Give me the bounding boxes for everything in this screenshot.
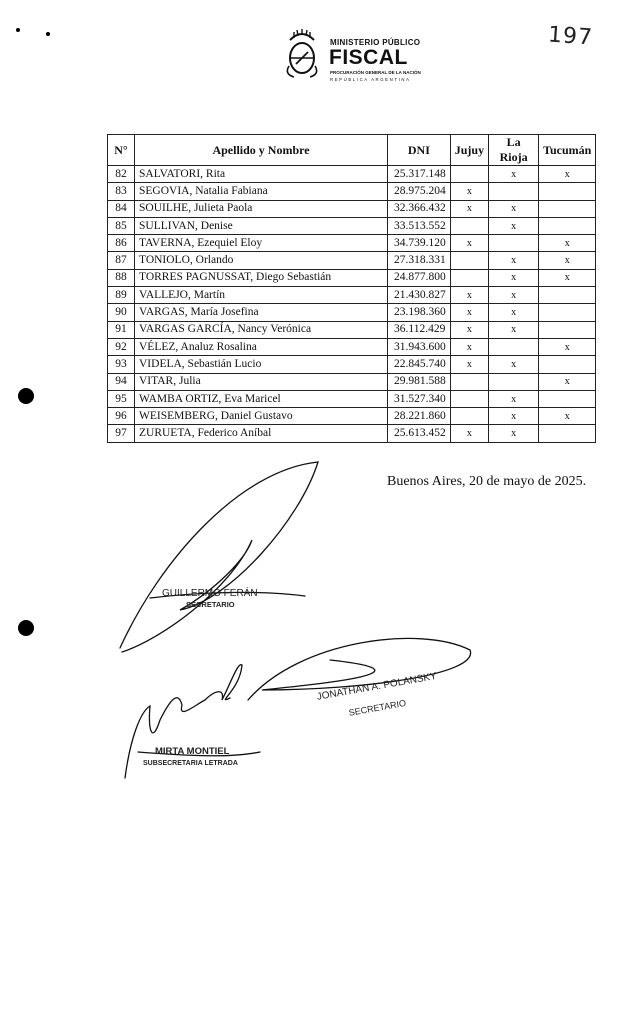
row-name: TORRES PAGNUSSAT, Diego Sebastián <box>135 269 388 286</box>
row-name: VALLEJO, Martín <box>135 287 388 304</box>
row-number: 95 <box>108 390 135 407</box>
row-number: 82 <box>108 166 135 183</box>
row-la-rioja-mark: x <box>489 425 539 442</box>
row-jujuy-mark: x <box>450 287 488 304</box>
row-name: TONIOLO, Orlando <box>135 252 388 269</box>
row-number: 86 <box>108 235 135 252</box>
signature-2-title: SECRETARIO <box>348 697 407 718</box>
page-number: 197 <box>547 22 594 51</box>
row-dni: 25.613.452 <box>388 425 451 442</box>
row-tucuman-mark: x <box>539 269 596 286</box>
row-number: 97 <box>108 425 135 442</box>
row-name: VARGAS GARCÍA, Nancy Verónica <box>135 321 388 338</box>
row-tucuman-mark: x <box>539 166 596 183</box>
row-jujuy-mark: x <box>450 235 488 252</box>
row-dni: 31.527.340 <box>388 390 451 407</box>
row-dni: 32.366.432 <box>388 200 451 217</box>
row-name: SULLIVAN, Denise <box>135 217 388 234</box>
row-la-rioja-mark: x <box>489 408 539 425</box>
row-jujuy-mark: x <box>450 356 488 373</box>
row-la-rioja-mark: x <box>489 321 539 338</box>
row-number: 90 <box>108 304 135 321</box>
row-name: VIDELA, Sebastián Lucio <box>135 356 388 373</box>
row-number: 92 <box>108 338 135 355</box>
row-number: 94 <box>108 373 135 390</box>
row-dni: 31.943.600 <box>388 338 451 355</box>
row-dni: 25.317.148 <box>388 166 451 183</box>
row-name: SEGOVIA, Natalia Fabiana <box>135 183 388 200</box>
row-number: 87 <box>108 252 135 269</box>
signature-1-name: GUILLERMO FERÁN <box>162 588 258 599</box>
row-name: SOUILHE, Julieta Paola <box>135 200 388 217</box>
row-name: ZURUETA, Federico Aníbal <box>135 425 388 442</box>
row-la-rioja-mark: x <box>489 252 539 269</box>
col-header-number: N° <box>108 135 135 166</box>
row-la-rioja-mark: x <box>489 166 539 183</box>
date-line: Buenos Aires, 20 de mayo de 2025. <box>387 474 587 489</box>
signature-3-title: SUBSECRETARIA LETRADA <box>143 760 238 767</box>
row-name: VITAR, Julia <box>135 373 388 390</box>
col-header-tucuman: Tucumán <box>539 135 596 166</box>
row-dni: 28.975.204 <box>388 183 451 200</box>
row-la-rioja-mark: x <box>489 390 539 407</box>
row-dni: 34.739.120 <box>388 235 451 252</box>
row-dni: 27.318.331 <box>388 252 451 269</box>
row-number: 84 <box>108 200 135 217</box>
row-la-rioja-mark: x <box>489 287 539 304</box>
row-jujuy-mark: x <box>450 321 488 338</box>
row-name: TAVERNA, Ezequiel Eloy <box>135 235 388 252</box>
row-dni: 24.877.800 <box>388 269 451 286</box>
col-header-dni: DNI <box>388 135 451 166</box>
row-jujuy-mark: x <box>450 200 488 217</box>
col-header-name: Apellido y Nombre <box>135 135 388 166</box>
signature-3-name: MIRTA MONTIEL <box>155 746 230 757</box>
row-tucuman-mark: x <box>539 252 596 269</box>
row-la-rioja-mark: x <box>489 356 539 373</box>
row-name: VÉLEZ, Analuz Rosalina <box>135 338 388 355</box>
row-number: 88 <box>108 269 135 286</box>
signature-2-name: JONATHAN A. POLANSKY <box>316 670 438 703</box>
row-name: WAMBA ORTIZ, Eva Maricel <box>135 390 388 407</box>
row-name: WEISEMBERG, Daniel Gustavo <box>135 408 388 425</box>
col-header-la-rioja: La Rioja <box>489 135 539 166</box>
row-dni: 33.513.552 <box>388 217 451 234</box>
fiscal-title: FISCAL <box>329 46 408 69</box>
row-number: 91 <box>108 321 135 338</box>
row-number: 96 <box>108 408 135 425</box>
row-tucuman-mark: x <box>539 235 596 252</box>
row-tucuman-mark: x <box>539 338 596 355</box>
row-la-rioja-mark: x <box>489 217 539 234</box>
row-jujuy-mark: x <box>450 338 488 355</box>
row-number: 85 <box>108 217 135 234</box>
row-tucuman-mark: x <box>539 373 596 390</box>
row-number: 89 <box>108 287 135 304</box>
procuracion-label: PROCURACIÓN GENERAL DE LA NACIÓN <box>330 70 421 75</box>
signature-1-scribble <box>120 462 318 652</box>
country-label: REPÚBLICA ARGENTINA <box>330 77 411 82</box>
row-dni: 21.430.827 <box>388 287 451 304</box>
row-dni: 29.981.588 <box>388 373 451 390</box>
row-name: SALVATORI, Rita <box>135 166 388 183</box>
row-la-rioja-mark: x <box>489 200 539 217</box>
row-number: 83 <box>108 183 135 200</box>
row-la-rioja-mark: x <box>489 269 539 286</box>
row-tucuman-mark: x <box>539 408 596 425</box>
row-dni: 23.198.360 <box>388 304 451 321</box>
signature-1-title: SECRETARIO <box>186 600 235 609</box>
row-la-rioja-mark: x <box>489 304 539 321</box>
row-dni: 36.112.429 <box>388 321 451 338</box>
ministry-label: MINISTERIO PÚBLICO <box>330 38 421 47</box>
row-name: VARGAS, María Josefina <box>135 304 388 321</box>
row-dni: 28.221.860 <box>388 408 451 425</box>
row-jujuy-mark: x <box>450 183 488 200</box>
col-header-jujuy: Jujuy <box>450 135 488 166</box>
row-jujuy-mark: x <box>450 304 488 321</box>
row-jujuy-mark: x <box>450 425 488 442</box>
row-number: 93 <box>108 356 135 373</box>
row-dni: 22.845.740 <box>388 356 451 373</box>
